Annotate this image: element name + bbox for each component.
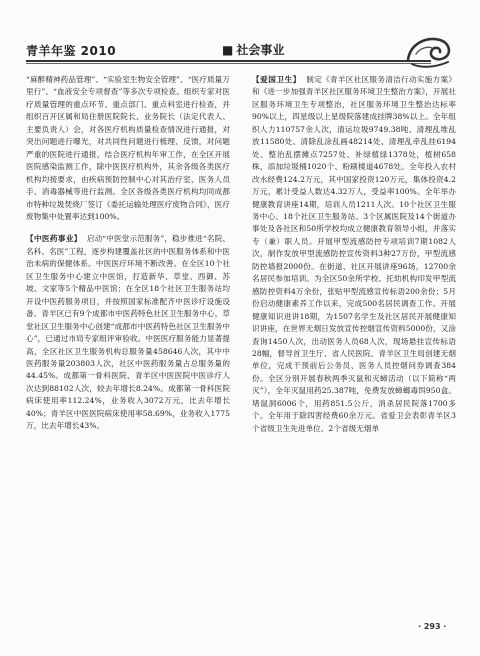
page-number: · 293 · [418, 622, 447, 631]
section-title: 社会事业 [236, 43, 285, 57]
header-rule-thin [26, 63, 431, 64]
header-rule [26, 60, 431, 62]
paragraph-patriotic-health [252, 74, 456, 435]
right-column [252, 74, 456, 614]
paragraph-quality-control: “麻醉精神药品管理”、“实验室生物安全管理”、“医疗质量万里行”、“血液安全专项督查”等多次专项检查。组织专家对医疗质量管理的重点环节、重点部门、重点科室进行检查，并组织百开区属和局住册医院院长、业务院长（法定代表人、主要负责人）会，对各医疗机构质量检查情况进行通报，对突出问题进行曝光，对共同性问题进行梳理、反馈，对问题严重的医院进行通报，结合医疗机构年审工作，在全区开展医院感染监测工作，除中医医疗机构外，其余各级各类医疗机构均接要求，由疾病预防控制中心对其治疗室、医务人员手、消毒器械等进行监测。全区各级各类医疗机构均同成都市特种垃圾焚烧厂签订《委托运输处理医疗废物合同》，医疗废物集中处置率达到100%。 [26, 75, 230, 221]
section-header [222, 41, 284, 58]
section-tag-patriotic-health: 【爱国卫生】 [252, 75, 301, 84]
left-column [26, 74, 230, 614]
paragraph-tcm [26, 233, 230, 432]
patriotic-health-body: 制定《青羊区社区服务清洁行动实施方案》和《进一步加强青羊区社区服务环境卫生整治方案》，开展社区服务环境卫生专项整治，社区服务环境卫生整治达标率90%以上，四星级以上星级院落建成挂牌38%以上。全年组织人力110757余人次，清运垃圾9749.38吨、清理乱堆乱放11580处、清除乱涂乱画48214处、清理乱牵乱挂6194处、整治乱摆摊点7257处、补绿植绿1378处，植树658株，添加垃圾桶1020个、粉刷楼道4678处。全年投入农村改水经费124.2万元，其中国家投资120万元，集体投资4.2万元，累计受益人数达4.32万人，受益率100%。全年举办健康教育讲座14期，培训人员1211人次。10个社区卫生服务中心、18个社区卫生服务站、3个区属医院及14个街道办事处及各社区和50所学校均成立健康教育领导小组，并落实专（兼）职人员。开展甲型流感防控专项培训7期1082人次，制作发放甲型流感防控宣传资料3种27万份，甲型流感防控墙报2000份。在街道、社区开展讲座96场，12700余名居民参加培训。为全区50余所学校、托幼机构印发甲型流感防控资料4万余份，张贴甲型流感宣传标语200余份；5月份启动健康素养工作以来，完成500名居民调查工作。开展健康知识进讲18期，为1507名学生及社区居民开展健康知识讲座，在世界无烟日发放宣传控烟宣传资料5000份，又涂查询1450人次，出动医务人员68人次，现场悬挂宣传标语28幅，督导首卫生厅、省人民医院、青羊区卫生局创建无烟单位，完成干预前后公务员、医务人员控烟问券调查384份。全区分别开展春秋两季灭鼠和灭蟑活动（以下简称“两灭”），全年灭鼠用药25.387吨，免费发放蟑螂毒饵950盒。堵鼠洞6006个，用药851.5公斤，消杀居民院落1700多个。全年用于除四害经费60余万元。省爱卫会表彰青羊区3个省级卫生先进单位、2个省级无烟单 [252, 75, 456, 433]
square-bullet-icon: ■ [222, 43, 234, 57]
book-title: 青羊年鉴 2010 [26, 44, 117, 58]
tcm-body: 启动“中医堂示范服务”，稳步推进“名院、名科、名医”工程，逐步构建覆盖社区的中医服务体系和中医治未病的保健体系。中医医疗环境不断改善。在全区10个社区卫生服务中心建立中医馆，打造新华、草堂、西御、苏坡、文家等5个精品中医馆；在全区18个社区卫生服务站均开设中医药服务项目，并按照国家标准配齐中医诊疗设施设备。青羊区已有9个成都市中医药特色社区卫生服务中心，草堂社区卫生服务中心创建“成都市中医药特色社区卫生服务中心”，已通过市局专家组评审验收。中医医疗服务能力显著提高，全区社区卫生服务机构总服务量458646人次，其中中医药服务量203803人次，社区中医药服务量占总服务量的44.45%。成都第一骨科医院、青羊区中医医院中医诊疗人次达到88102人次，较去年增长8.24%。成都第一骨科医院病床使用率112.24%，业务收入3072万元，比去年增长40%；青羊区中医医院病床使用率58.69%，业务收入1775万，比去年增长43%。 [26, 234, 230, 431]
swirl-logo-icon [404, 30, 456, 70]
page-header [26, 30, 454, 66]
section-tag-tcm: 【中医药事业】 [26, 234, 82, 244]
